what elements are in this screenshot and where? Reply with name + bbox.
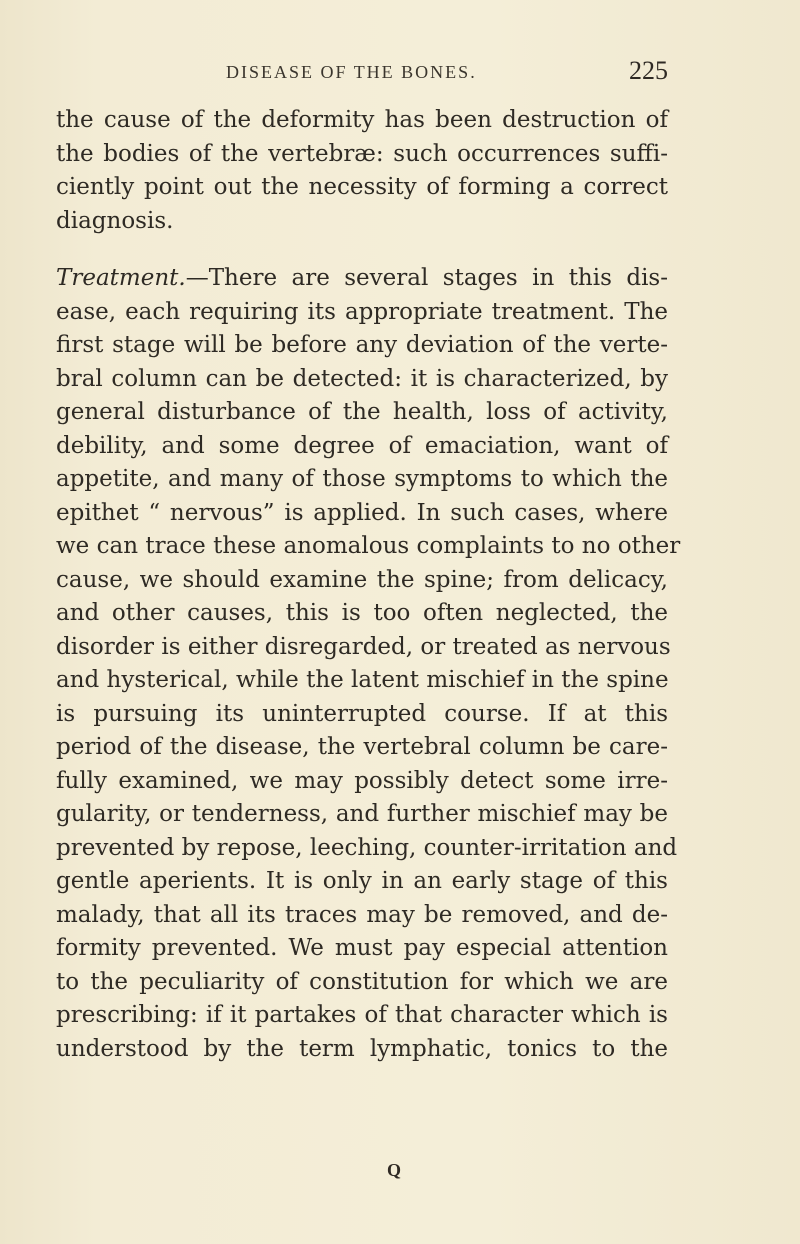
text-line: and hysterical, while the latent mischief in the spine — [56, 667, 669, 693]
text-line: fully examined, we may possibly detect some irre- — [56, 767, 668, 794]
text-line: the cause of the deformity has been destruction of — [56, 107, 668, 133]
body-text — [56, 104, 681, 1066]
text-line: ciently point out the necessity of forming a correct — [56, 174, 668, 200]
text-line: prevented by repose, leeching, counter-irritation and — [56, 834, 678, 861]
paragraph-gap — [56, 238, 668, 262]
text-line: bral column can be detected: it is characterized, by — [56, 365, 668, 392]
page-number: 225 — [629, 56, 668, 85]
text-line: debility, and some degree of emaciation, want of — [56, 432, 668, 459]
text-line: appetite, and many of those symptoms to which the — [56, 466, 668, 492]
text-line: first stage will be before any deviation of the verte- — [56, 332, 668, 358]
running-title: DISEASE OF THE BONES. — [226, 62, 477, 82]
running-head — [198, 56, 668, 88]
text-line: ease, each requiring its appropriate treatment. The — [56, 298, 668, 325]
text-line: general disturbance of the health, loss of activity, — [56, 399, 668, 425]
treatment-heading: Treatment. — [56, 265, 186, 291]
text-line: disorder is either disregarded, or treated as nervous — [56, 633, 671, 660]
text-line: we can trace these anomalous complaints to no other — [56, 533, 681, 559]
text-line: cause, we should examine the spine; from delicacy, — [56, 566, 668, 593]
text-line: malady, that all its traces may be removed, and de- — [56, 901, 668, 928]
text-line: the bodies of the vertebræ: such occurrences suffi- — [56, 140, 668, 167]
text-line: understood by the term lymphatic, tonics to the — [56, 1035, 668, 1062]
text-line: period of the disease, the vertebral column be care- — [56, 734, 668, 760]
text-line: gularity, or tenderness, and further mischief may be — [56, 801, 668, 827]
treatment-first-line — [56, 262, 668, 296]
signature-mark: Q — [387, 1160, 402, 1180]
text-line: is pursuing its uninterrupted course. If at this — [56, 700, 668, 727]
text-line: gentle aperients. It is only in an early stage of this — [56, 868, 668, 894]
text-line: epithet “ nervous” is applied. In such cases, where — [56, 499, 668, 526]
text-line: and other causes, this is too often neglected, the — [56, 600, 668, 626]
text-line: diagnosis. — [56, 207, 174, 234]
text-line: prescribing: if it partakes of that character which is — [56, 1002, 668, 1028]
treatment-first-line-text: —There are several stages in this dis- — [185, 265, 668, 291]
text-line: to the peculiarity of constitution for which we are — [56, 968, 668, 995]
text-line: formity prevented. We must pay especial attention — [56, 935, 668, 961]
